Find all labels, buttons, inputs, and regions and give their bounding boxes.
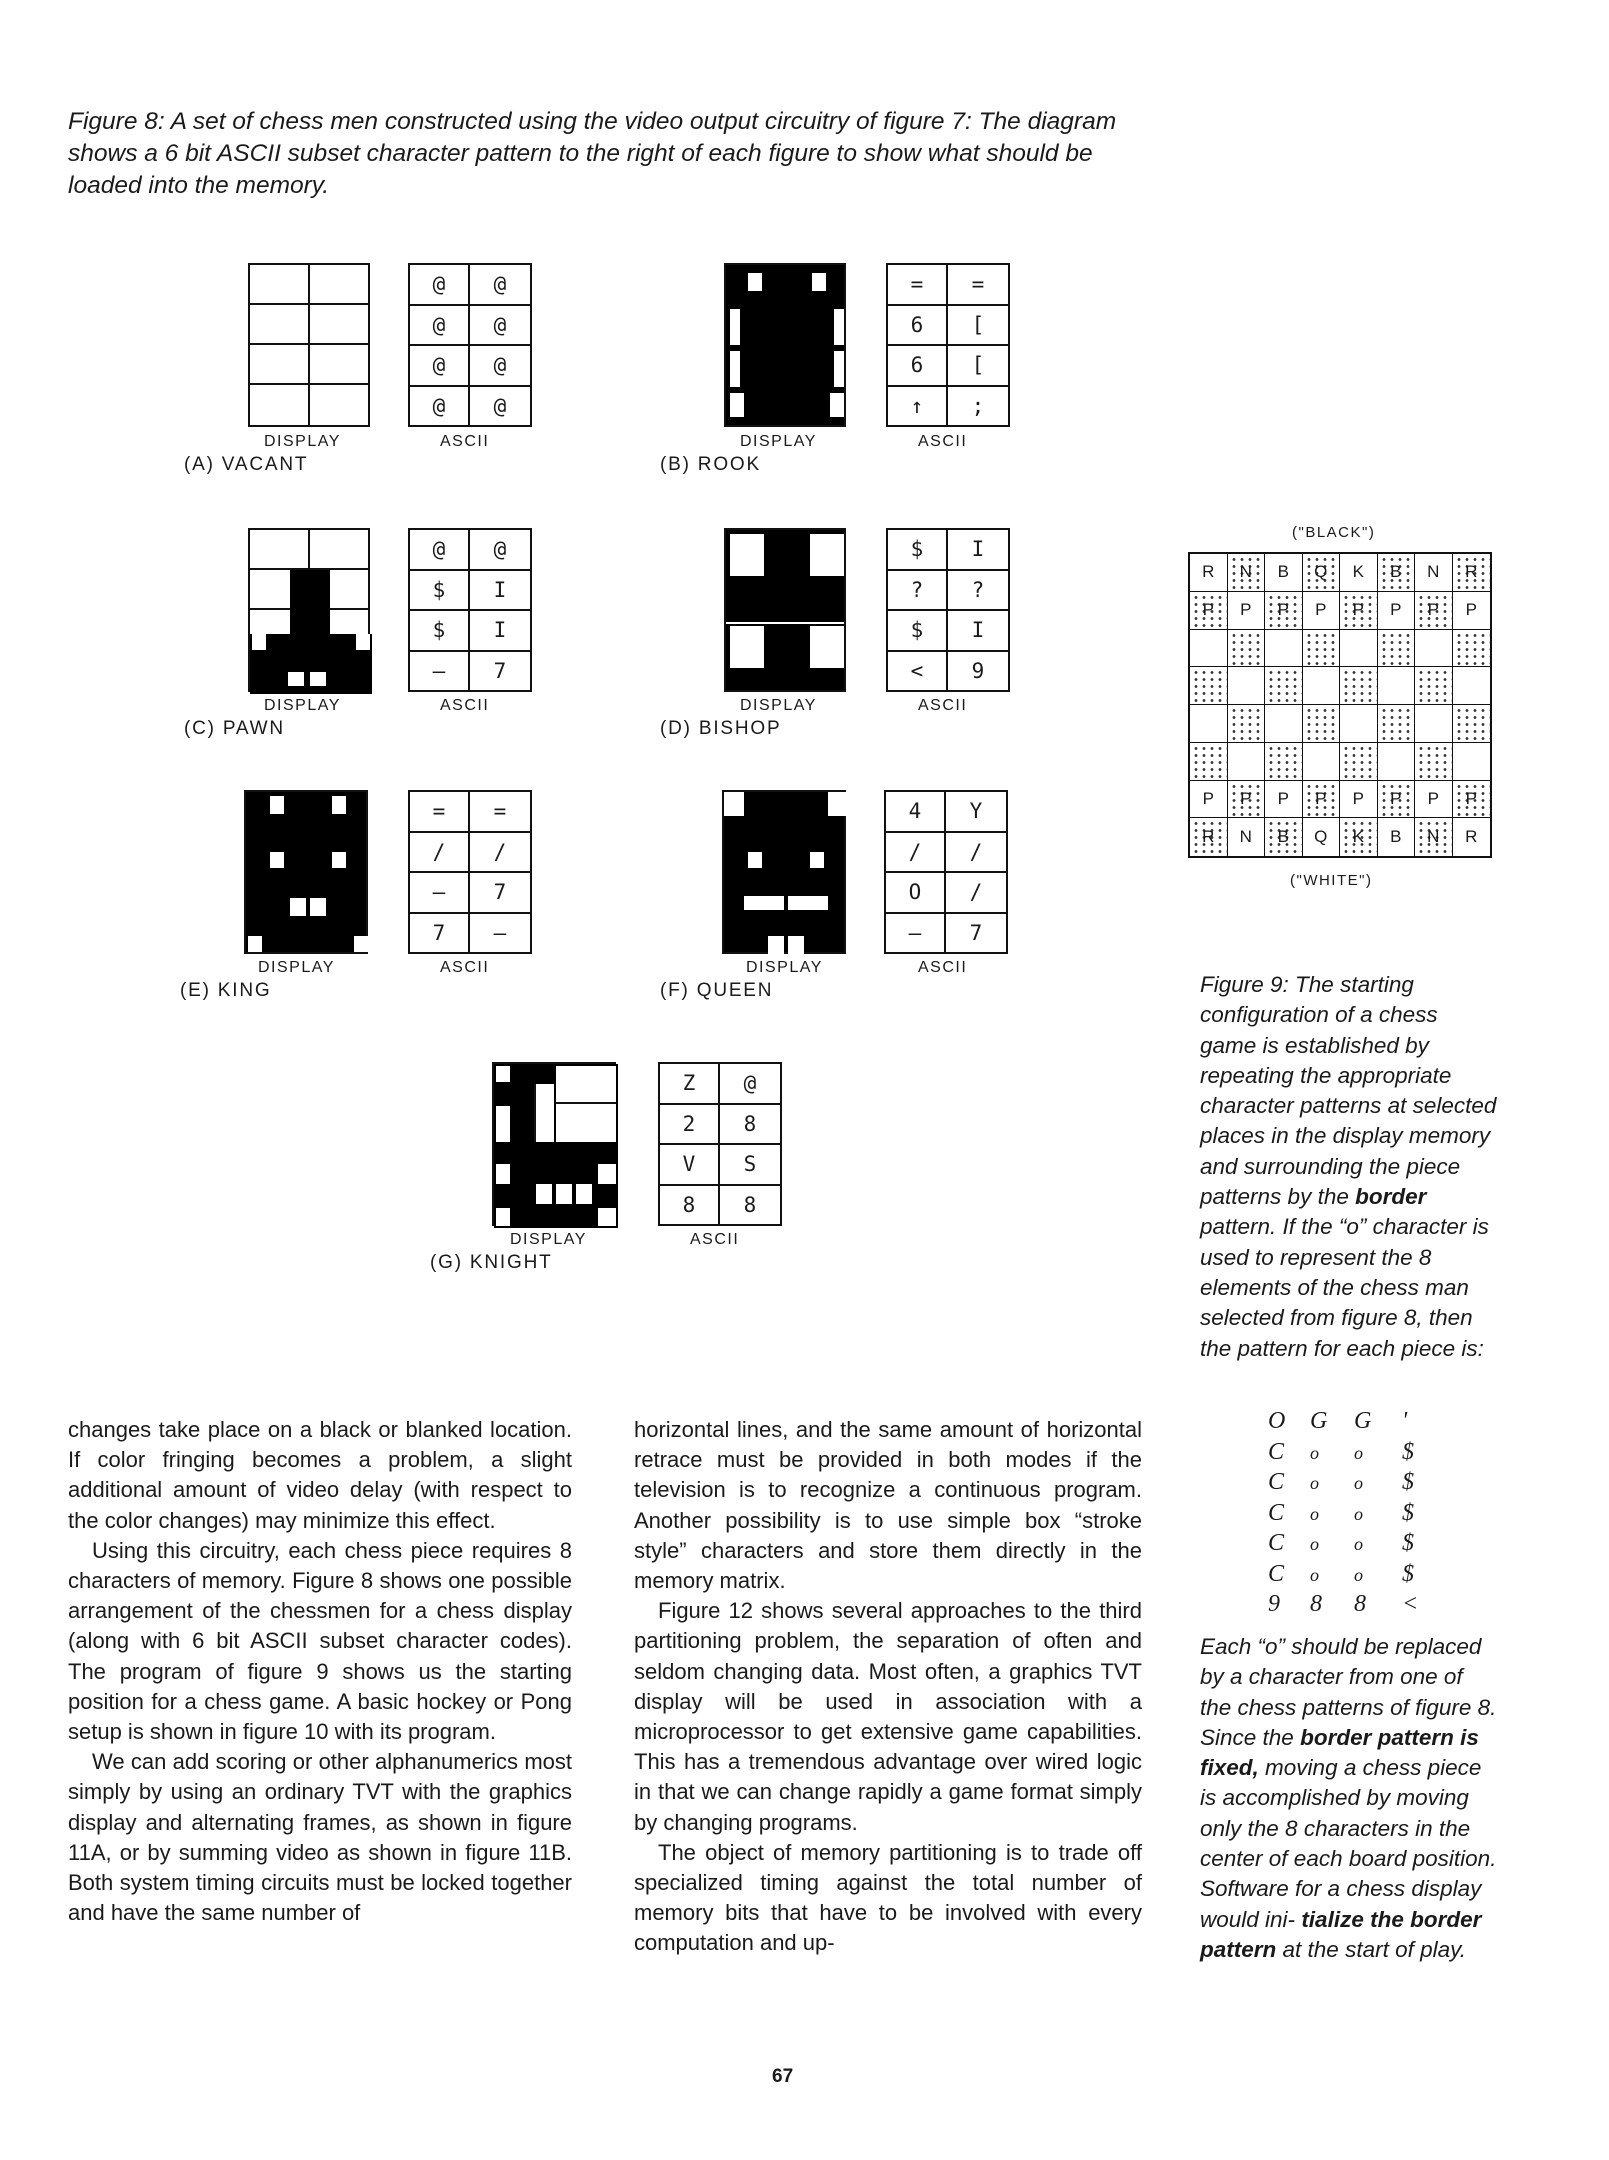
board-square	[1415, 705, 1453, 743]
ascii-label-b: ASCII	[918, 433, 968, 450]
display-bishop	[724, 528, 846, 692]
col2-para-1: horizontal lines, and the same amount of horizontal retrace must be provided in both modes if the television is to recognize a continuous program. Another possibility is to use simple box “stroke style” characters and store them directly in the memory matrix.	[634, 1417, 1142, 1594]
pattern-char: G	[1354, 1408, 1372, 1434]
board-square: P	[1340, 592, 1378, 630]
ascii-vacant: @ @ @ @ @ @ @ @	[408, 263, 532, 427]
piece-name-knight: (G) KNIGHT	[430, 1252, 553, 1273]
col2-para-2: Figure 12 shows several approaches to the third partitioning problem, the separation of often and seldom changing data. Most often, a graphics TVT display will be used in association with a microprocessor to get extensive game capabilities. This has a tremendous advantage over wired logic in that we can change rapidly a game format simply by changing programs.	[634, 1598, 1142, 1835]
board-square: Q	[1303, 554, 1341, 592]
pattern-char: $	[1402, 1438, 1414, 1465]
board-square: N	[1415, 818, 1453, 856]
board-square	[1415, 667, 1453, 705]
board-square	[1415, 630, 1453, 668]
board-square: B	[1265, 554, 1303, 592]
pattern-char: C	[1268, 1438, 1285, 1465]
board-square: N	[1228, 554, 1266, 592]
piece-name-pawn: (C) PAWN	[184, 718, 285, 739]
board-square	[1228, 630, 1266, 668]
board-square: P	[1303, 781, 1341, 819]
pattern-char: 9	[1268, 1591, 1280, 1617]
pattern-char: $	[1402, 1499, 1414, 1526]
pattern-char: o	[1354, 1564, 1363, 1585]
col1-para-1: changes take place on a black or blanked location. If color fringing becomes a problem, a slight additional amount of video delay (with respect to the color changes) may minimize this effect.	[68, 1417, 572, 1533]
board-square: B	[1265, 818, 1303, 856]
board-square: P	[1453, 781, 1491, 819]
board-square: P	[1228, 592, 1266, 630]
board-square	[1190, 630, 1228, 668]
board-square: R	[1465, 827, 1478, 847]
ascii-knight: Z @ 2 8 V S 8 8	[658, 1062, 782, 1226]
board-square	[1340, 667, 1378, 705]
pattern-char: o	[1354, 1473, 1363, 1493]
ascii-label-e: ASCII	[440, 959, 490, 976]
ascii-label-g: ASCII	[690, 1231, 740, 1248]
board-square: K	[1340, 554, 1378, 592]
pattern-char: o	[1310, 1442, 1319, 1463]
col1-para-3: We can add scoring or other alphanumerics most simply by using an ordinary TVT with the graphics display and alternating frames, as shown in figure 11A, or by summing video as shown in figure 11B. Both system timing circuits must be locked together and have the same number of	[68, 1749, 572, 1926]
board-square: K	[1340, 818, 1378, 856]
page-number: 67	[772, 2066, 794, 2087]
board-square	[1303, 705, 1341, 743]
ascii-rook: = = 6 [ 6 [ ↑ ;	[886, 263, 1010, 427]
col2-para-3: The object of memory partitioning is to trade off specialized timing against the total number of memory bits that have to be involved with every computation and up-	[634, 1839, 1142, 1956]
display-pawn	[248, 528, 370, 692]
board-square	[1265, 743, 1303, 781]
ascii-queen: 4 Y / / O / — 7	[884, 790, 1008, 954]
ascii-label-c: ASCII	[440, 697, 490, 714]
board-square	[1415, 743, 1453, 781]
board-square	[1265, 667, 1303, 705]
display-label-b: DISPLAY	[740, 433, 817, 450]
board-square	[1378, 667, 1416, 705]
board-square	[1378, 743, 1416, 781]
board-top-label: ("BLACK")	[1292, 524, 1376, 541]
chess-board	[1188, 552, 1492, 858]
board-square: P	[1190, 592, 1228, 630]
board-square	[1303, 743, 1341, 781]
board-square: R	[1190, 818, 1228, 856]
pattern-char: 8	[1354, 1591, 1366, 1617]
ascii-label-a: ASCII	[440, 433, 490, 450]
piece-name-rook: (B) ROOK	[660, 454, 761, 475]
board-square	[1453, 630, 1491, 668]
board-square: N	[1415, 554, 1453, 592]
display-knight	[492, 1062, 616, 1226]
display-label-g: DISPLAY	[510, 1231, 587, 1248]
display-label-f: DISPLAY	[746, 959, 823, 976]
board-bottom-label: ("WHITE")	[1290, 872, 1373, 889]
pattern-char: C	[1268, 1469, 1285, 1495]
display-king	[244, 790, 368, 954]
pattern-char: <	[1402, 1591, 1419, 1617]
pattern-char: 8	[1310, 1591, 1322, 1617]
piece-name-bishop: (D) BISHOP	[660, 718, 782, 739]
ascii-label-d: ASCII	[918, 697, 968, 714]
board-square: P	[1415, 781, 1453, 819]
board-square	[1228, 743, 1266, 781]
pattern-char: o	[1310, 1473, 1319, 1493]
board-square	[1190, 743, 1228, 781]
ascii-king: = = / / — 7 7 —	[408, 790, 532, 954]
board-square	[1303, 630, 1341, 668]
board-square	[1340, 743, 1378, 781]
pattern-char: '	[1402, 1408, 1408, 1434]
pattern-char: C	[1268, 1530, 1285, 1556]
board-square: Q	[1303, 818, 1341, 856]
board-square	[1265, 705, 1303, 743]
display-queen	[722, 790, 846, 954]
board-square	[1453, 743, 1491, 781]
ascii-bishop: $ I ? ? $ I < 9	[886, 528, 1010, 692]
board-square	[1303, 667, 1341, 705]
ascii-label-f: ASCII	[918, 959, 968, 976]
pattern-char: o	[1310, 1503, 1319, 1524]
display-label-c: DISPLAY	[264, 697, 341, 714]
pattern-char: C	[1268, 1560, 1285, 1587]
board-square: B	[1378, 554, 1416, 592]
pattern-char: $	[1402, 1560, 1414, 1587]
board-square	[1190, 705, 1228, 743]
board-square: P	[1228, 781, 1266, 819]
pattern-char: o	[1354, 1442, 1363, 1463]
board-square	[1228, 705, 1266, 743]
board-square	[1378, 630, 1416, 668]
display-label-a: DISPLAY	[264, 433, 341, 450]
figure-9-caption: Figure 9: The starting configuration of a chess game is established by repeating the appropriate character patterns at selected places in the display memory and surrounding the piece patterns by the border pattern. If the “o” character is used to represent the 8 elements of the chess man selected from figure 8, then the pattern for each piece is:	[1200, 972, 1497, 1361]
board-square: P	[1453, 592, 1491, 630]
board-square	[1340, 630, 1378, 668]
board-square	[1228, 667, 1266, 705]
board-square	[1453, 705, 1491, 743]
board-square	[1190, 667, 1228, 705]
board-square	[1265, 630, 1303, 668]
piece-name-vacant: (A) VACANT	[184, 454, 309, 475]
pattern-char: O	[1268, 1408, 1286, 1434]
col1-para-2: Using this circuitry, each chess piece requires 8 characters of memory. Figure 8 shows one possible arrangement of the chessmen for a chess display (along with 6 bit ASCII subset character codes). The program of figure 9 shows us the starting position for a chess game. A basic hockey or Pong setup is shown in figure 10 with its program.	[68, 1537, 572, 1745]
board-square: B	[1378, 818, 1416, 856]
pattern-char: o	[1310, 1534, 1319, 1554]
board-square	[1378, 705, 1416, 743]
pattern-char: C	[1268, 1499, 1285, 1526]
display-rook	[724, 263, 846, 427]
board-square: P	[1265, 781, 1303, 819]
piece-name-queen: (F) QUEEN	[660, 980, 774, 1001]
board-square: P	[1265, 592, 1303, 630]
display-vacant	[248, 263, 370, 427]
display-label-e: DISPLAY	[258, 959, 335, 976]
board-square: P	[1340, 781, 1378, 819]
pattern-char: $	[1402, 1469, 1414, 1495]
pattern-char: o	[1310, 1564, 1319, 1585]
pattern-char: o	[1354, 1534, 1363, 1554]
board-square: P	[1378, 592, 1416, 630]
board-square: P	[1303, 592, 1341, 630]
board-square: P	[1378, 781, 1416, 819]
side-text: Each “o” should be replaced by a character from one of the chess patterns of figure 8. Since the border pattern is fixed, moving a chess piece is accomplished by moving only the 8 characters in the center of each board position. Software for a chess display would ini- tialize the border pattern at the start of play.	[1200, 1634, 1497, 1962]
body-column-1	[68, 1415, 572, 1928]
board-square: P	[1190, 781, 1228, 819]
ascii-pawn: @ @ $ I $ I — 7	[408, 528, 532, 692]
display-label-d: DISPLAY	[740, 697, 817, 714]
body-column-2	[634, 1415, 1142, 1959]
board-square	[1340, 705, 1378, 743]
piece-name-king: (E) KING	[180, 980, 272, 1001]
board-square	[1453, 667, 1491, 705]
board-square: R	[1190, 554, 1228, 592]
pattern-char: o	[1354, 1503, 1363, 1524]
board-square: R	[1453, 554, 1491, 592]
board-square: N	[1228, 818, 1266, 856]
pattern-char: G	[1310, 1408, 1328, 1434]
pattern-char: $	[1402, 1530, 1414, 1556]
figure-8-caption: Figure 8: A set of chess men constructed using the video output circuitry of figure 7: The diagram shows a 6 bit ASCII subset character pattern to the right of each figure to show what should be loaded into the memory.	[68, 108, 1117, 199]
board-square: P	[1415, 592, 1453, 630]
